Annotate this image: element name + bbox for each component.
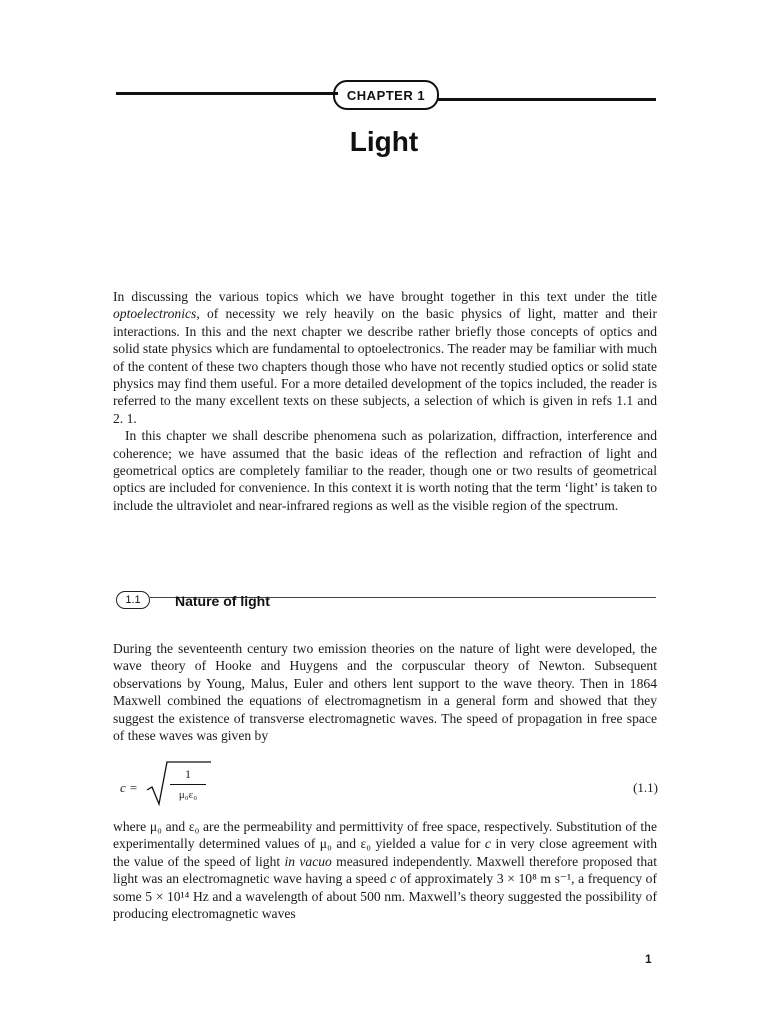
intro-paragraph-1: In discussing the various topics which we have brought together in this text under the title optoelectronics, of necessity we rely heavily on the basic physics of light, matter and their interactions. In this and the next chapter we describe rather briefly those concepts of optics and solid state physics which are fundamental to optoelectronics. The reader may be familiar with much of the content of these two chapters though those who have not recently studied optics or solid state physics may find them useful. For a more detailed development of the topics included, the reader is referred to the many excellent texts on these subjects, a selection of which is given in refs 1.1 and 2. 1. — [113, 289, 657, 426]
header-rule-left — [116, 92, 338, 95]
intro-text — [113, 288, 657, 514]
equation-number: (1.1) — [633, 780, 658, 795]
equation-fraction — [170, 766, 206, 803]
page-number: 1 — [645, 952, 652, 966]
section-title: Nature of light — [175, 593, 270, 609]
header-rule-right — [438, 98, 656, 101]
fraction-bar — [170, 784, 206, 785]
section-number-badge: 1.1 — [116, 591, 150, 609]
section-paragraph-1: During the seventeenth century two emission theories on the nature of light were developed, the wave theory of Hooke and Huygens and the corpuscular theory of Newton. Subsequent observations by Young, Malus, Euler and others lent support to the wave theory. Then in 1864 Maxwell combined the equations of electromagnetism in a general form and showed that they suggest the existence of transverse electromagnetic waves. The speed of propagation in free space of these waves was given by — [113, 641, 657, 744]
section-paragraph-2: where μ₀ and ε₀ are the permeability and permittivity of free space, respectively. Substitution of the experimentally determined values of μ₀ and ε₀ yielded a value for c in very close agreement with the value of the speed of light in vacuo measured independently. Maxwell therefore proposed that light was an electromagnetic wave having a speed c of approximately 3 × 10⁸ m s⁻¹, a frequency of some 5 × 10¹⁴ Hz and a wavelength of about 500 nm. Maxwell’s theory suggested the possibility of producing electromagnetic waves — [113, 819, 657, 922]
chapter-title: Light — [349, 126, 419, 157]
equation-numerator: 1 — [185, 767, 191, 781]
emphasis-optoelectronics: optoelectronics — [113, 306, 197, 322]
equation-lhs: c = — [120, 780, 138, 795]
chapter-label: CHAPTER 1 — [333, 80, 439, 110]
emphasis-in-vacuo: in vacuo — [284, 853, 332, 869]
section-body-continued — [113, 818, 657, 922]
section-body — [113, 640, 657, 744]
intro-paragraph-2: In this chapter we shall describe phenomena such as polarization, diffraction, interference and coherence; we have assumed that the basic ideas of the reflection and refraction of light and geometrical optics are completely familiar to the reader, though one or two results of geometrical optics are included for convenience. In this context it is worth noting that the term ‘light’ is taken to include the ultraviolet and near-infrared regions as well as the visible region of the spectrum. — [113, 428, 657, 513]
equation-denominator: μ₀ε₀ — [178, 789, 198, 801]
equation-1-1 — [120, 758, 660, 808]
